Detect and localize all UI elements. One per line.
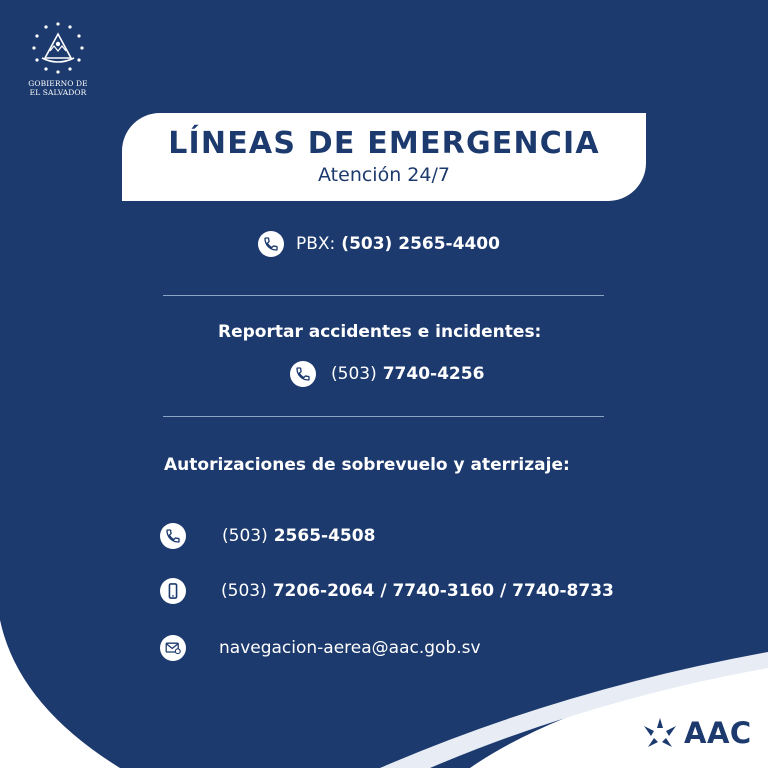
page-title: LÍNEAS DE EMERGENCIA — [168, 126, 600, 161]
overflight-mobile-numbers: 7206-2064 / 7740-3160 / 7740-8733 — [272, 581, 614, 601]
pbx-label: PBX: — [296, 234, 336, 254]
accidents-area-code: (503) — [331, 364, 377, 384]
overflight-phone-line[interactable] — [160, 523, 375, 549]
pbx-number: (503) 2565-4400 — [341, 234, 500, 254]
phone-icon — [290, 361, 316, 387]
aac-logo — [642, 716, 752, 750]
government-name-line-2: EL SALVADOR — [29, 87, 87, 97]
page-subtitle: Atención 24/7 — [318, 164, 450, 186]
accidents-line[interactable] — [290, 361, 484, 387]
pbx-line[interactable] — [258, 231, 500, 257]
aac-star-icon — [642, 716, 678, 750]
accidents-heading: Reportar accidentes e incidentes: — [218, 322, 542, 342]
overflight-mobile-line[interactable] — [160, 578, 614, 604]
overflight-heading: Autorizaciones de sobrevuelo y aterrizaje: — [164, 455, 570, 475]
email-icon — [160, 635, 186, 661]
overflight-email-line[interactable] — [160, 635, 481, 661]
aac-wordmark: AAC — [684, 716, 752, 750]
phone-icon — [258, 231, 284, 257]
overflight-email: navegacion-aerea@aac.gob.sv — [219, 638, 481, 658]
government-name-line-1: GOBIERNO DE — [28, 79, 88, 88]
divider — [163, 295, 604, 296]
accidents-number: 7740-4256 — [382, 364, 485, 384]
overflight-phone-area-code: (503) — [222, 526, 268, 546]
divider — [163, 416, 604, 417]
phone-icon — [160, 523, 186, 549]
overflight-mobile-area-code: (503) — [221, 581, 267, 601]
government-logo — [20, 18, 96, 97]
title-banner — [122, 113, 646, 201]
overflight-phone-number: 2565-4508 — [273, 526, 376, 546]
mobile-icon — [160, 578, 186, 604]
coat-of-arms-icon — [28, 18, 88, 78]
